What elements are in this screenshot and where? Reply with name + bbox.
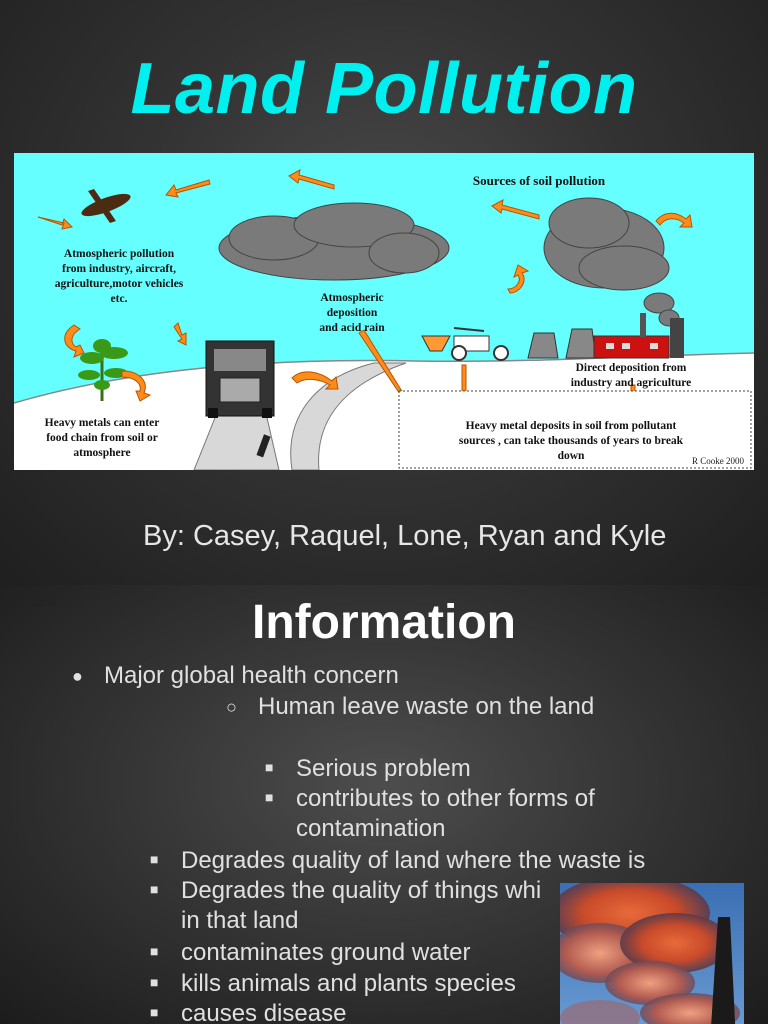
bullet-text: kills animals and plants species (181, 970, 516, 997)
bullet-continuation: in that land (181, 907, 299, 934)
sub-sub-bullet-continuation: contamination (296, 815, 446, 842)
bullet-marker: ■ (150, 851, 159, 867)
svg-text:etc.: etc. (110, 293, 128, 305)
svg-text:Heavy metals can enter: Heavy metals can enter (44, 417, 160, 429)
truck-icon (206, 341, 274, 418)
smokestack-photo (560, 883, 744, 1024)
bullet-text: Major global health concern (104, 662, 399, 689)
authors-byline: By: Casey, Raquel, Lone, Ryan and Kyle (143, 520, 667, 552)
bullet-text: Degrades the quality of things whi (181, 877, 542, 904)
svg-text:from industry, aircraft,: from industry, aircraft, (62, 263, 176, 275)
sub-bullet-text: Human leave waste on the land (258, 693, 595, 720)
bullet-marker: ■ (150, 943, 159, 959)
svg-text:industry and agriculture: industry and agriculture (570, 377, 692, 389)
slide-title: Land Pollution (130, 49, 638, 129)
diagram-credit: R Cooke 2000 (691, 456, 744, 466)
diagram-heading: Sources of soil pollution (472, 173, 606, 188)
svg-text:down: down (557, 450, 585, 462)
svg-text:Atmospheric: Atmospheric (320, 292, 384, 304)
sub-sub-bullet-text: contributes to other forms of (296, 785, 595, 812)
information-slide (0, 585, 768, 1024)
svg-text:Atmospheric pollution: Atmospheric pollution (63, 248, 175, 260)
svg-text:and acid rain: and acid rain (319, 322, 385, 334)
bullet-marker: ■ (150, 1004, 159, 1020)
sub-bullet-marker: ○ (226, 697, 237, 717)
sub-sub-bullet-text: Serious problem (296, 755, 471, 782)
sub-sub-bullet-marker: ■ (265, 789, 274, 805)
bullet-marker: ● (72, 666, 83, 686)
deposition-label (319, 292, 385, 334)
svg-text:sources , can take thousands o: sources , can take thousands of years to break (458, 435, 684, 447)
sub-sub-bullet-marker: ■ (265, 759, 274, 775)
svg-text:atmosphere: atmosphere (73, 447, 131, 459)
svg-text:food chain from soil or: food chain from soil or (46, 432, 158, 444)
svg-text:agriculture,motor vehicles: agriculture,motor vehicles (54, 278, 184, 290)
slide-heading: Information (252, 596, 516, 649)
bullet-text: contaminates ground water (181, 939, 471, 966)
soil-pollution-diagram (14, 153, 754, 470)
speaker-note: Lone (30, 595, 57, 609)
svg-text:Heavy metal deposits in soil f: Heavy metal deposits in soil from pollutant (465, 420, 677, 432)
bullet-text: Degrades quality of land where the waste is (181, 847, 646, 874)
svg-text:Direct deposition from: Direct deposition from (575, 362, 687, 374)
bullet-marker: ■ (150, 974, 159, 990)
bullet-text: causes disease (181, 1000, 347, 1024)
bullet-marker: ■ (150, 881, 159, 897)
svg-text:deposition: deposition (326, 307, 378, 319)
